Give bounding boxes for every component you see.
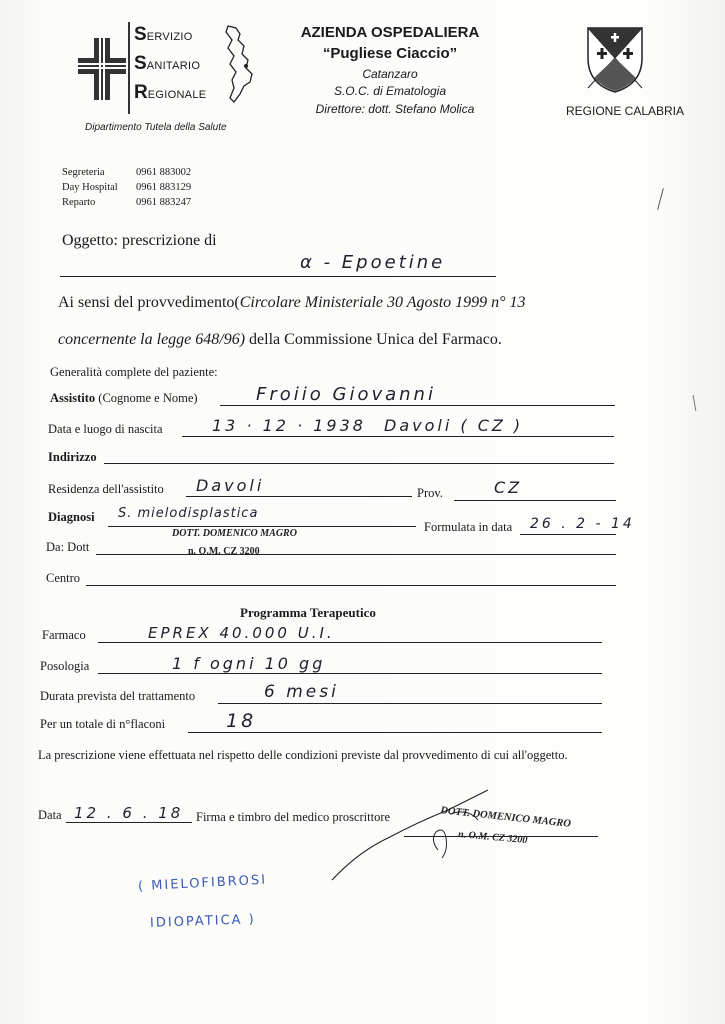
prov-label: Prov. <box>417 486 443 500</box>
assistito-rest: (Cognome e Nome) <box>95 391 198 405</box>
subject-label: Oggetto: prescrizione di <box>62 232 217 249</box>
prov-value: CZ <box>494 478 523 497</box>
duration-line <box>218 703 602 704</box>
contact-label: Segreteria <box>62 167 105 178</box>
program-title: Programma Terapeutico <box>240 605 376 620</box>
drug-label: Farmaco <box>42 628 86 642</box>
note-line-1: ( MIELOFIBROSI <box>137 872 268 895</box>
logo-word-regionale: EGIONALE <box>147 89 207 101</box>
logo-letter-s1: S <box>134 24 147 45</box>
contact-phone: 0961 883129 <box>136 182 192 193</box>
edge-mark <box>693 395 697 411</box>
contact-phone: 0961 883247 <box>136 197 192 208</box>
contacts <box>62 165 191 210</box>
address-label <box>48 450 97 465</box>
legal-text-italic: Circolare Ministeriale 30 Agosto 1999 n° 13 <box>239 294 526 311</box>
servizio-sanitario-logo <box>72 22 262 122</box>
legal-text-italic: concernente la legge 648/96) <box>58 331 246 348</box>
legal-text: della Commissione Unica del Farmaco. <box>245 331 502 348</box>
total-value: 18 <box>226 710 257 732</box>
assistito-label <box>50 391 198 406</box>
formulated-label: Formulata in data <box>424 520 513 534</box>
legal-line-2 <box>58 331 502 349</box>
doctor-stamp-small-name: DOTT. DOMENICO MAGRO <box>172 528 297 539</box>
diagnosis-value: S. mielodisplastica <box>118 506 259 521</box>
birth-date-value: 13 · 12 · 1938 <box>212 416 366 435</box>
signature-stamp-reg: n. O.M. CZ 3200 <box>457 828 528 847</box>
center-line <box>86 585 616 586</box>
hospital-name: “Pugliese Ciaccio” <box>322 45 458 62</box>
residence-label: Residenza dell'assistito <box>48 482 164 496</box>
assistito-line <box>220 405 615 406</box>
residence-value: Davoli <box>196 476 265 495</box>
handwritten-signature <box>318 780 528 890</box>
logo-word-servizio: ERVIZIO <box>146 31 193 43</box>
doctor-label: Da: Dott <box>46 540 90 554</box>
region-label: REGIONE CALABRIA <box>565 104 685 118</box>
diagnosis-line <box>108 526 416 527</box>
doctor-stamp-small-reg: n. O.M. CZ 3200 <box>188 546 260 557</box>
director-name: Direttore: dott. Stefano Molica <box>315 102 475 116</box>
duration-value: 6 mesi <box>264 682 339 702</box>
prov-line <box>454 500 616 501</box>
notice-text: La prescrizione viene effettuata nel rispetto delle condizioni previste dal provvedimento di cui all'oggetto. <box>38 748 568 762</box>
date-label: Data <box>38 808 62 822</box>
dosage-label: Posologia <box>40 659 90 673</box>
total-line <box>188 732 602 733</box>
legal-text: Ai sensi del provvedimento( <box>58 294 240 311</box>
assistito-value: Froiio Giovanni <box>256 384 436 405</box>
department-label: Dipartimento Tutela della Salute <box>85 122 227 133</box>
regione-calabria-emblem-icon <box>582 22 648 94</box>
address-label-text: Indirizzo <box>48 450 97 464</box>
cross-logo-icon <box>78 38 126 100</box>
diagnosis-label <box>48 510 95 525</box>
address-line <box>104 463 614 464</box>
subject-line <box>60 276 496 277</box>
date-value: 12 . 6 . 18 <box>74 804 184 822</box>
drug-value: EPREX 40.000 U.I. <box>148 624 335 642</box>
subject-value: α - Epoetine <box>300 252 446 273</box>
diagnosis-label-text: Diagnosi <box>48 510 95 524</box>
logo-letter-r: R <box>134 82 148 103</box>
signature-stamp-name: DOTT. DOMENICO MAGRO <box>439 805 572 830</box>
contact-label: Day Hospital <box>62 182 118 193</box>
contact-phone: 0961 883002 <box>136 167 192 178</box>
patient-section-label: Generalità complete del paziente: <box>50 365 218 379</box>
doctor-line <box>96 554 616 555</box>
city: Catanzaro <box>362 67 418 81</box>
formulated-line <box>520 534 616 535</box>
contact-label: Reparto <box>62 197 96 208</box>
total-label: Per un totale di n°flaconi <box>40 717 166 731</box>
logo-letter-s2: S <box>134 53 147 74</box>
birth-label: Data e luogo di nascita <box>48 422 163 436</box>
dosage-value: 1 f ogni 10 gg <box>172 654 326 673</box>
logo-word-sanitario: ANITARIO <box>146 60 201 72</box>
assistito-bold: Assistito <box>50 391 96 405</box>
note-line-2: IDIOPATICA ) <box>149 912 256 931</box>
residence-line <box>186 496 412 497</box>
unit-name: S.O.C. di Ematologia <box>333 84 447 98</box>
legal-line-1 <box>58 294 526 312</box>
calabria-map-icon <box>222 24 256 106</box>
dosage-line <box>98 673 602 674</box>
birth-line <box>182 436 614 437</box>
formulated-value: 26 . 2 - 14 <box>530 516 635 532</box>
date-line <box>66 822 192 823</box>
center-label: Centro <box>46 571 81 585</box>
signature-label: Firma e timbro del medico proscrittore <box>196 810 391 824</box>
birth-place-value: Davoli ( CZ ) <box>384 416 524 435</box>
org-title: AZIENDA OSPEDALIERA <box>300 24 480 41</box>
drug-line <box>98 642 602 643</box>
edge-mark <box>657 188 664 210</box>
duration-label: Durata prevista del trattamento <box>40 689 196 703</box>
